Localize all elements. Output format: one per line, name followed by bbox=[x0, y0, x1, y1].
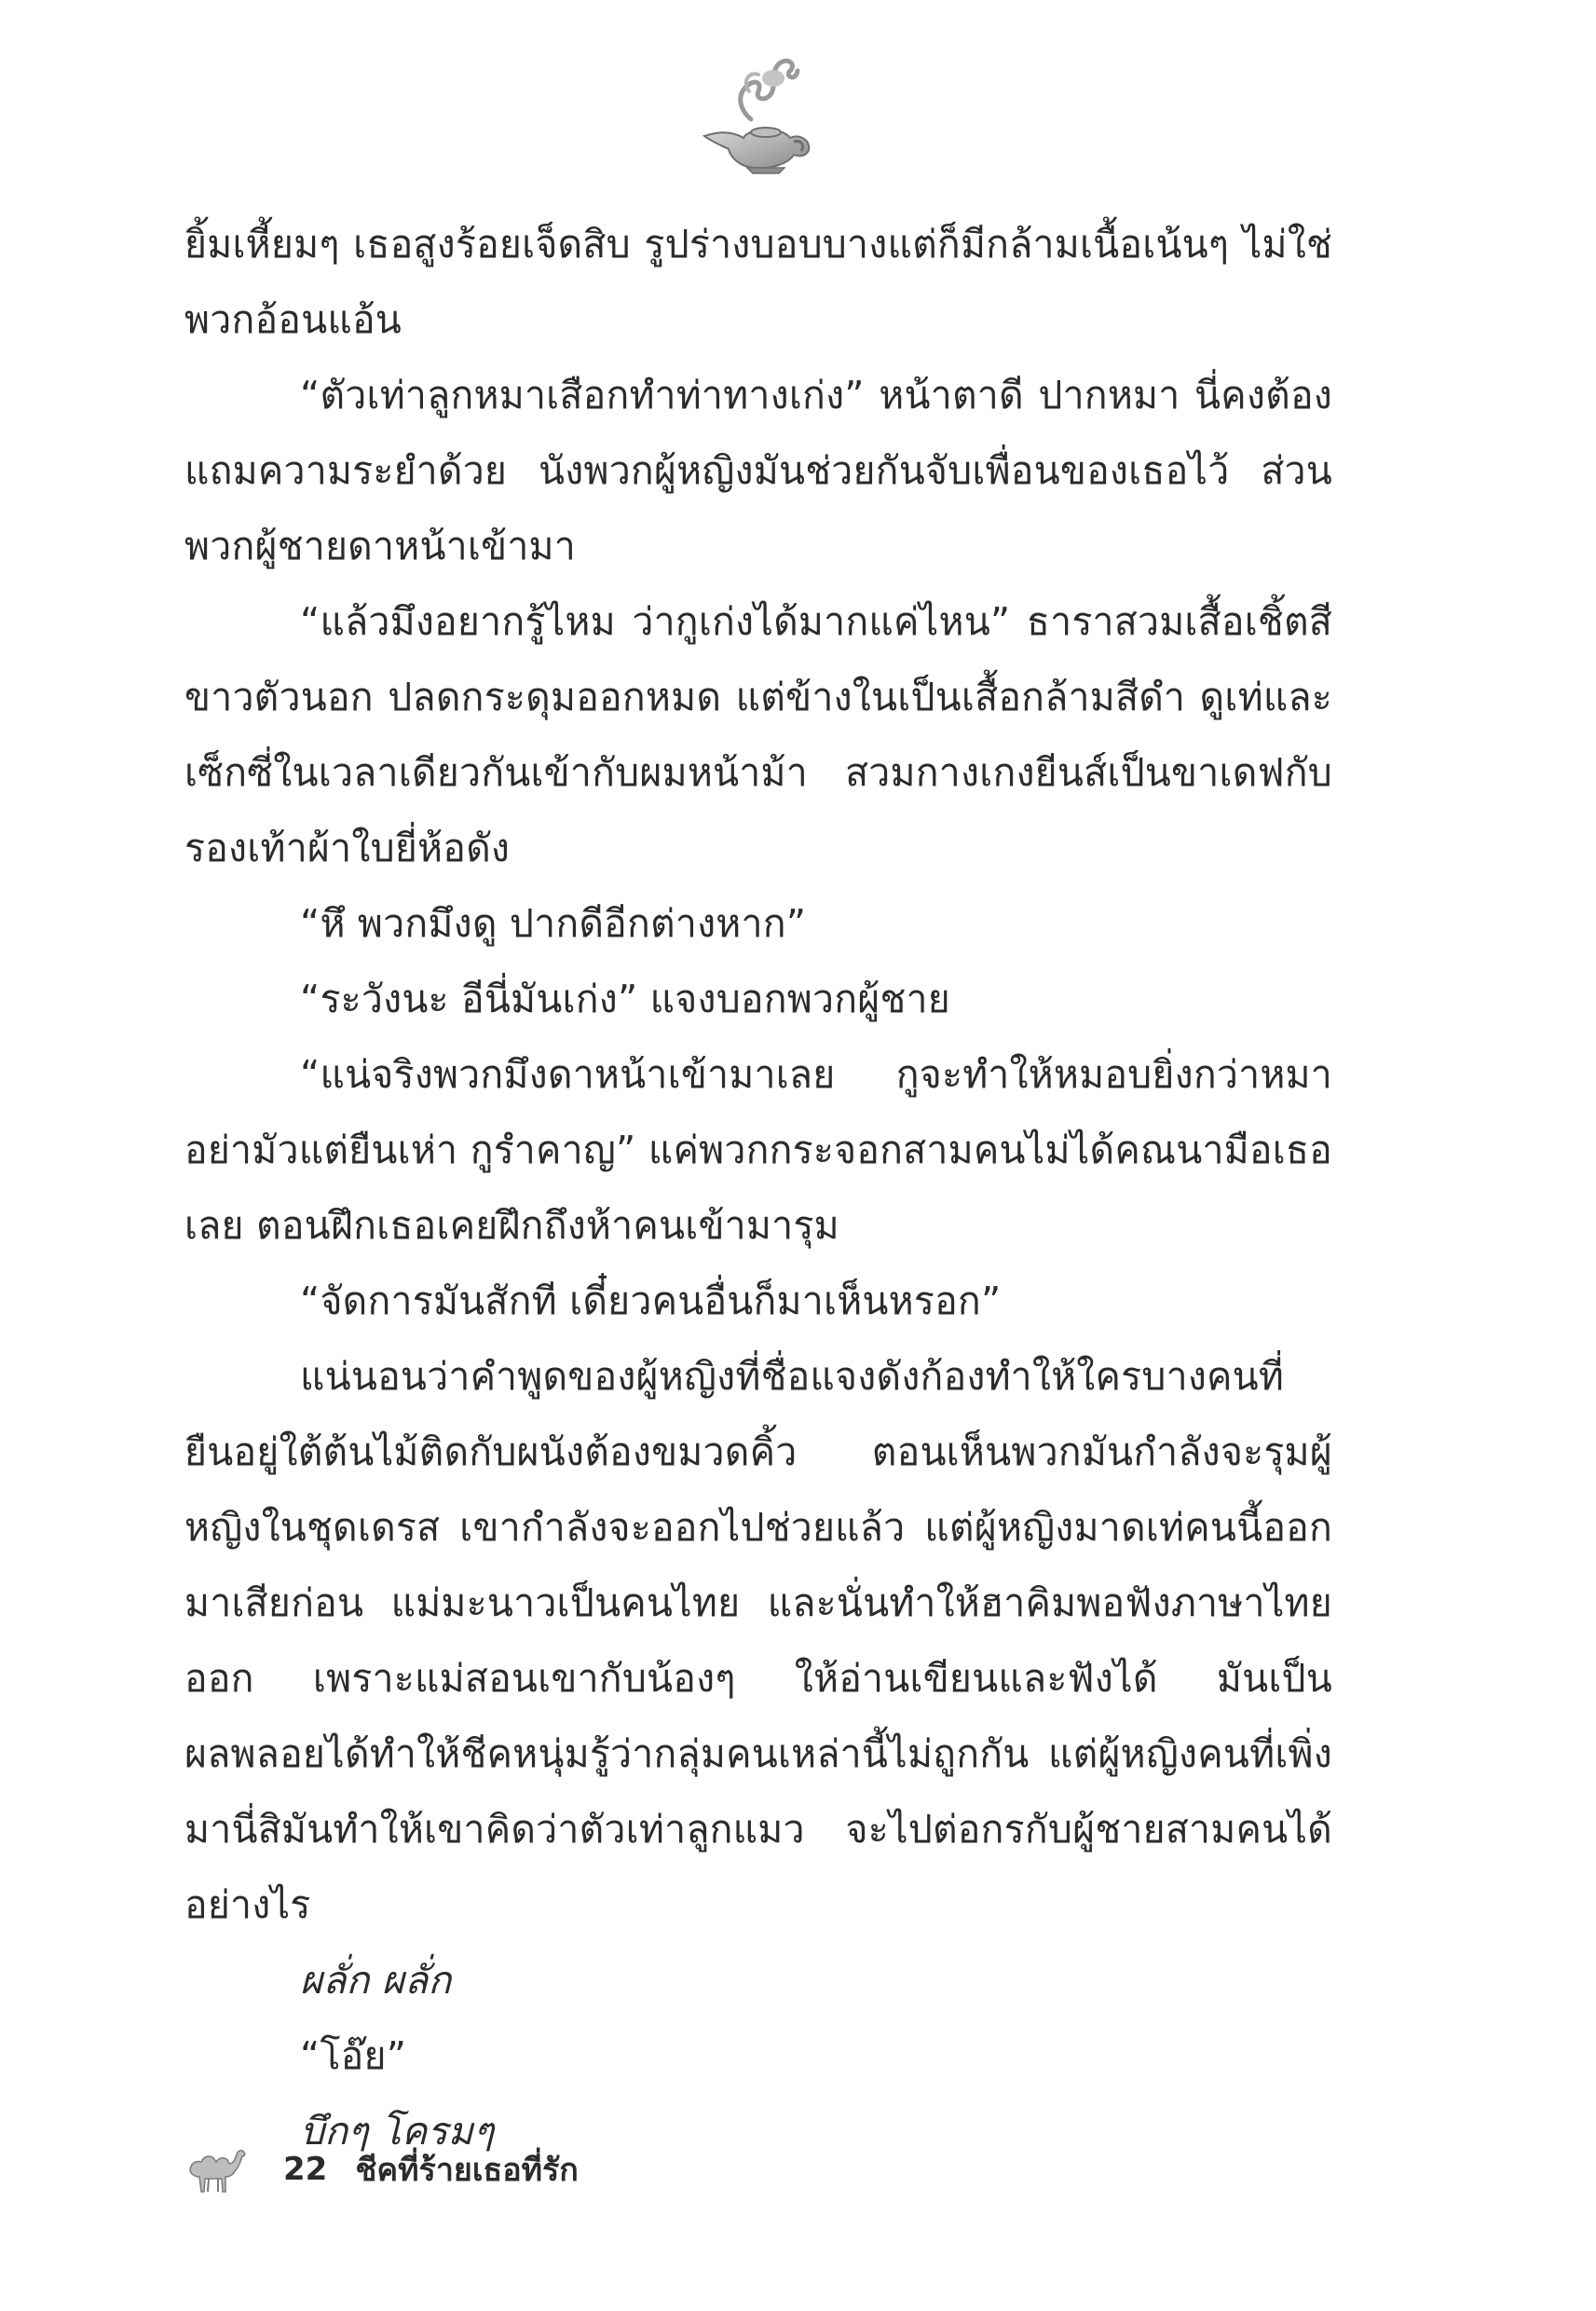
paragraph-7: “จัดการมันสักที เดี๋ยวคนอื่นก็มาเห็นหรอก” bbox=[300, 1279, 1002, 1323]
paragraph-8: แน่นอนว่าคำพูดของผู้หญิงที่ชื่อแจงดังก้องทำให้ใครบางคนที่ยืนอยู่ใต้ต้นไม้ติดกับผนังต้องขมวดคิ้ว ตอนเห็นพวกมันกำลังจะรุมผู้หญิงในชุดเดรส เขากำลังจะออกไปช่วยแล้ว แต่ผู้หญิงมาดเท่คนนี้ออกมาเสียก่อน แม่มะนาวเป็นคนไทย และนั่นทำให้ฮาคิมพอฟังภาษาไทยออก เพราะแม่สอนเขากับน้องๆ ให้อ่านเขียนและฟังได้ มันเป็นผลพลอยได้ทำให้ชีคหนุ่มรู้ว่ากลุ่มคนเหล่านี้ไม่ถูกกัน แต่ผู้หญิงคนที่เพิ่งมานี่สิมันทำให้เขาคิดว่าตัวเท่าลูกแมว จะไปต่อกรกับผู้ชายสามคนได้อย่างไร bbox=[184, 1354, 1332, 1927]
body-text bbox=[184, 207, 1332, 2169]
genie-lamp-icon bbox=[693, 54, 818, 177]
paragraph-6: “แน่จริงพวกมึงดาหน้าเข้ามาเลย กูจะทำให้หมอบยิ่งกว่าหมา อย่ามัวแต่ยืนเห่า กูรำคาญ” แค่พวกกระจอกสามคนไม่ได้คณนามือเธอเลย ตอนฝึกเธอเคยฝึกถึงห้าคนเข้ามารุม bbox=[184, 1052, 1332, 1248]
paragraph-1: ยิ้มเหี้ยมๆ เธอสูงร้อยเจ็ดสิบ รูปร่างบอบบางแต่ก็มีกล้ามเนื้อเน้นๆ ไม่ใช่พวกอ้อนแอ้น bbox=[184, 222, 1332, 342]
paragraph-5: “ระวังนะ อีนี่มันเก่ง” แจงบอกพวกผู้ชาย bbox=[300, 977, 950, 1021]
camel-icon bbox=[184, 2143, 250, 2195]
page-footer bbox=[184, 2140, 579, 2199]
book-title: ชีคที่ร้ายเธอที่รัก bbox=[355, 2152, 579, 2189]
sound-effect-1: ผลั่ก ผลั่ก bbox=[300, 1958, 452, 2003]
paragraph-4: “หึ พวกมึงดู ปากดีอีกต่างหาก” bbox=[300, 901, 807, 946]
paragraph-3: “แล้วมึงอยากรู้ไหม ว่ากูเก่งได้มากแค่ไหน” ธาราสวมเสื้อเชิ้ตสีขาวตัวนอก ปลดกระดุมออกหมด แต่ข้างในเป็นเสื้อกล้ามสีดำ ดูเท่และเซ็กซี่ในเวลาเดียวกันเข้ากับผมหน้าม้า สวมกางเกงยีนส์เป็นขาเดฟกับรองเท้าผ้าใบยี่ห้อดัง bbox=[184, 599, 1332, 870]
sound-effect-2: บึกๆ โครมๆ bbox=[300, 2109, 495, 2154]
paragraph-9: “โอ๊ย” bbox=[300, 2033, 407, 2078]
page-number: 22 bbox=[283, 2151, 328, 2188]
paragraph-2: “ตัวเท่าลูกหมาเสือกทำท่าทางเก่ง” หน้าตาดี ปากหมา นี่คงต้องแถมความระยำด้วย นังพวกผู้หญิงมันช่วยกันจับเพื่อนของเธอไว้ ส่วนพวกผู้ชายดาหน้าเข้ามา bbox=[184, 373, 1332, 568]
